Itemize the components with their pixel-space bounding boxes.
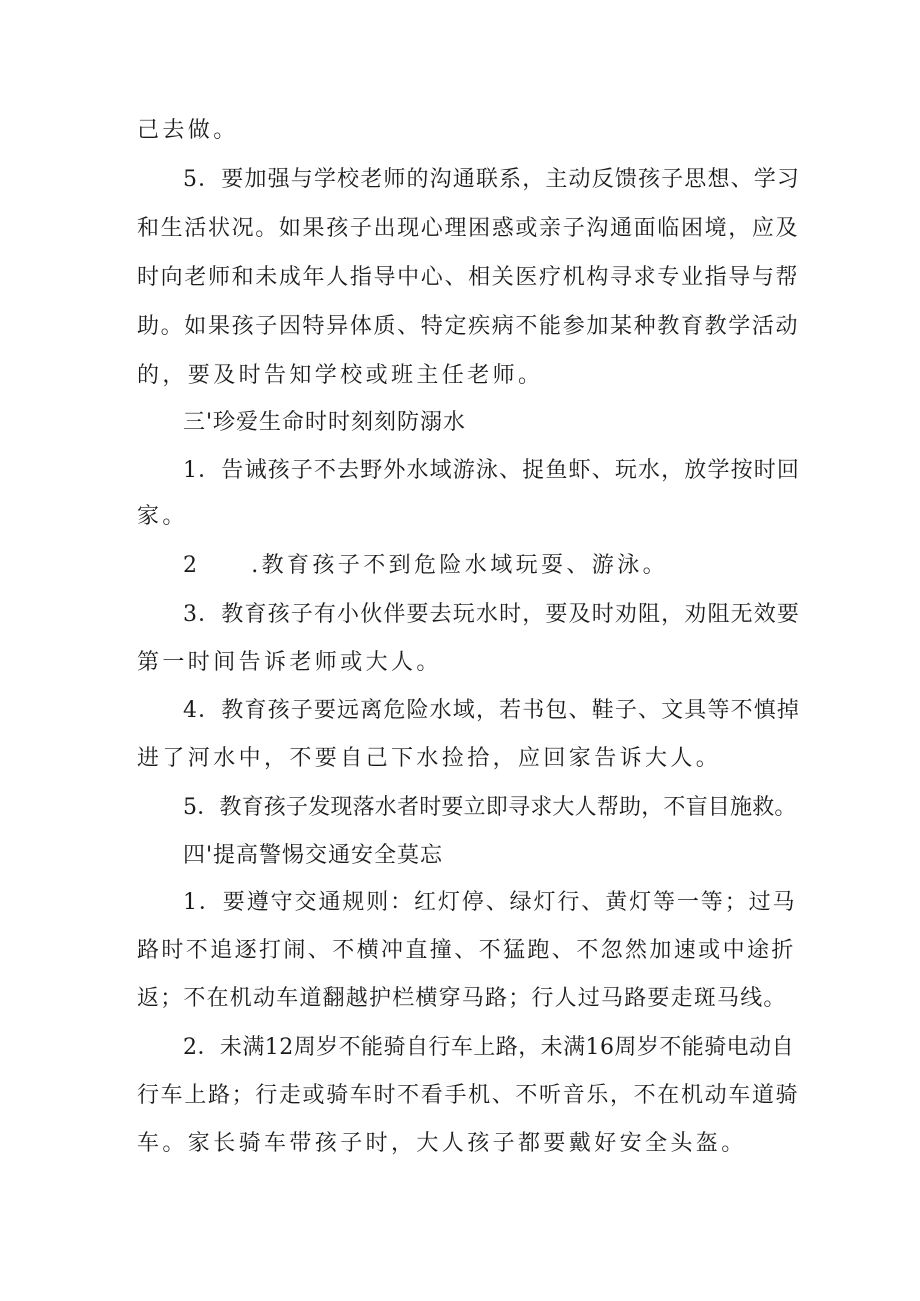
text-line: 行车上路；行走或骑车时不看手机、不听音乐，不在机动车道骑 xyxy=(137,1083,800,1108)
text-line: 车。家长骑车带孩子时，大人孩子都要戴好安全头盔。 xyxy=(137,1131,747,1156)
text-line: 助。如果孩子因特异体质、特定疾病不能参加某种教育教学活动 xyxy=(137,314,800,339)
text-line: 4．教育孩子要远离危险水域，若书包、鞋子、文具等不慎掉 xyxy=(183,698,801,723)
text-line: 路时不追逐打闹、不横冲直撞、不猛跑、不忽然加速或中途折 xyxy=(137,938,796,963)
section-heading: 三'珍爱生命时时刻刻防溺水 xyxy=(183,410,467,435)
text-line: 第一时间告诉老师或大人。 xyxy=(137,650,442,675)
text-line: 2．未满12周岁不能骑自行车上路，未满16周岁不能骑电动自 xyxy=(183,1035,795,1060)
text-line: 2 .教育孩子不到危险水域玩耍、游泳。 xyxy=(183,553,668,578)
text-line: 1．告诫孩子不去野外水域游泳、捉鱼虾、玩水，放学按时回 xyxy=(183,458,801,483)
text-line: 3．教育孩子有小伙伴要去玩水时，要及时劝阻，劝阻无效要 xyxy=(183,602,801,627)
section-heading: 四'提高警惕交通安全莫忘 xyxy=(183,843,444,868)
text-line: 5．教育孩子发现落水者时要立即寻求大人帮助，不盲目施救。 xyxy=(183,795,797,820)
text-line: 5．要加强与学校老师的沟通联系，主动反馈孩子思想、学习 xyxy=(183,167,801,192)
text-line: 的，要及时告知学校或班主任老师。 xyxy=(137,363,544,388)
text-line: 家。 xyxy=(137,504,188,529)
text-line: 1．要遵守交通规则：红灯停、绿灯行、黄灯等一等；过马 xyxy=(183,890,797,915)
text-line: 时向老师和未成年人指导中心、相关医疗机构寻求专业指导与帮 xyxy=(137,265,800,290)
text-line: 返；不在机动车道翻越护栏横穿马路；行人过马路要走斑马线。 xyxy=(137,986,787,1011)
text-line: 和生活状况。如果孩子出现心理困惑或亲子沟通面临困境，应及 xyxy=(137,216,800,241)
text-line: 己去做。 xyxy=(137,118,239,143)
text-line: 进了河水中，不要自己下水捡拾，应回家告诉大人。 xyxy=(137,746,722,771)
